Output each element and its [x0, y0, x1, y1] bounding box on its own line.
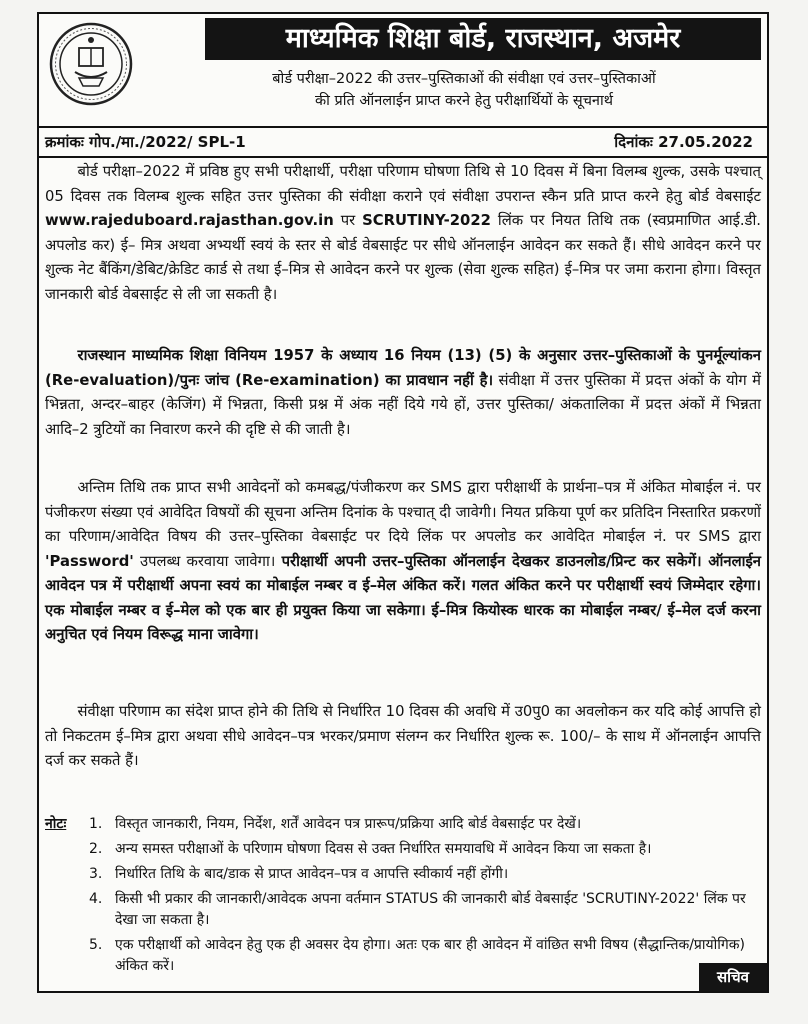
subtitle-line: की प्रति ऑनलाईन प्राप्त करने हेतु परीक्षार्थियों के सूचनार्थ [315, 93, 613, 109]
note-text: विस्तृत जानकारी, नियम, निर्देश, शर्तें आवेदन पत्र प्रारूप/प्रक्रिया आदि बोर्ड वेबसाईट पर देखें। [115, 816, 582, 832]
note-item [89, 839, 749, 860]
paragraph-objection [45, 700, 761, 774]
note-item [89, 889, 749, 931]
note-item [89, 814, 749, 835]
subtitle-line: बोर्ड परीक्षा–2022 की उत्तर–पुस्तिकाओं की संवीक्षा एवं उत्तर–पुस्तिकाओं [272, 71, 656, 87]
note-text: किसी भी प्रकार की जानकारी/आवेदक अपना वर्तमान STATUS की जानकारी बोर्ड वेबसाईट 'SCRUTINY-2022' लिंक पर देखा जा सकता है। [115, 891, 746, 928]
paragraph-text: उपलब्ध करवाया जावेगा। [133, 552, 282, 570]
paragraph-registration [45, 476, 761, 648]
paragraph-text: संवीक्षा परिणाम का संदेश प्राप्त होने की तिथि से निर्धारित 10 दिवस की अवधि में उ0पु0 का अवलोकन कर यदि कोई आपत्ति हो तो निकटतम ई–मित्र द्वारा अथवा सीधे आवेदन–पत्र भरकर/प्रमाण संलग्न कर निर्धारित शुल्क रू. 100/– के साथ में ऑनलाईन आपत्ति दर्ज कर सकते हैं। [45, 703, 761, 769]
paragraph-text: बोर्ड परीक्षा–2022 में प्रविष्ठ हुए सभी परीक्षार्थी, परीक्षा परिणाम घोषणा तिथि से 10 दिवस में बिना विलम्ब शुल्क, उसके पश्चात् 05 दिवस तक विलम्ब शुल्क सहित उत्तर पुस्तिका की संवीक्षा कराने एवं संवीक्षा उपरान्त स्कैन प्रति प्राप्त करने हेतु बोर्ड वेबसाईट [45, 163, 761, 205]
note-number: 5. [89, 937, 103, 953]
note-number: 1. [89, 816, 103, 832]
notes-list [89, 814, 749, 981]
note-text: एक परीक्षार्थी को आवेदन हेतु एक ही अवसर देय होगा। अतः एक बार ही आवेदन में वांछित सभी विषय (सैद्धान्तिक/प्रायोगिक) अंकित करें। [115, 937, 745, 974]
paragraph-text: अन्तिम तिथि तक प्राप्त सभी आवेदनों को कमबद्ध/पंजीकरण कर SMS द्वारा परीक्षार्थी के प्रार्थना–पत्र में अंकित मोबाईल नं. पर पंजीकरण संख्या एवं आवेदित विषयों की सूचना अन्तिम दिनांक के पश्चात् दी जावेगी। नियत प्रकिया पूर्ण कर प्रतिदिन निस्तारित प्रकरणों का परिणाम/आवेदित विषय की उत्तर–पुस्तिका वेबसाईट पर दिये लिंक पर अपलोड कर आवेदित मोबाईल नं. पर SMS द्वारा [45, 479, 761, 545]
notice-document [37, 12, 769, 993]
regulation-text: राजस्थान माध्यमिक शिक्षा विनियम 1957 के अध्याय 16 नियम (13) (5) के अनुसार उत्तर–पुस्तिकाओं के पुनर्मूल्यांकन (Re-evaluation)/पुनः जांच (Re-examination) का प्रावधान नहीं है। [45, 347, 761, 389]
password-term: 'Password' [45, 552, 134, 570]
note-number: 4. [89, 891, 103, 907]
note-item [89, 935, 749, 977]
paragraph-regulation [45, 344, 761, 442]
notice-date: दिनांकः 27.05.2022 [614, 133, 753, 151]
note-text: निर्धारित तिथि के बाद/डाक से प्राप्त आवेदन–पत्र व आपत्ति स्वीकार्य नहीं होंगी। [115, 866, 509, 882]
scrutiny-link-name: SCRUTINY-2022 [362, 212, 491, 229]
notice-header [39, 14, 767, 128]
note-number: 3. [89, 866, 103, 882]
paragraph-text: लिंक पर नियत तिथि तक (स्वप्रमाणित आई.डी. अपलोड कर) ई– मित्र अथवा अभ्यर्थी स्वयं के स्तर से बोर्ड वेबसाईट पर सीधे ऑनलाईन आवेदन कर सकते हैं। सीधे आवेदन करने पर शुल्क नेट बैंकिंग/डेबिट/क्रेडिट कार्ड से तथा ई–मित्र से आवेदन करने पर शुल्क (सेवा शुल्क सहित) ई–मित्र पर जमा कराना होगा। विस्तृत जानकारी बोर्ड वेबसाईट से ली जा सकती है। [45, 212, 762, 303]
reference-line [39, 128, 767, 158]
reference-number: क्रमांकः गोप./मा./2022/ SPL-1 [45, 133, 246, 151]
notes-heading: नोटः [45, 816, 67, 832]
note-item [89, 864, 749, 885]
mobile-email-instructions: परीक्षार्थी अपनी उत्तर–पुस्तिका ऑनलाईन देखकर डाउनलोड/प्रिन्ट कर सकेगें। ऑनलाईन आवेदन पत्र में परीक्षार्थी अपना स्वयं का मोबाईल नम्बर व ई–मेल अंकित करें। गलत अंकित करने पर परीक्षार्थी स्वयं जिम्मेदार रहेगा। एक मोबाईल नम्बर व ई–मेल को एक बार ही प्रयुक्त किया जा सकेगा। ई–मित्र कियोस्क धारक का मोबाईल नम्बर/ ई–मेल दर्ज करना अनुचित एवं नियम विरूद्ध माना जावेगा। [45, 552, 761, 643]
note-text: अन्य समस्त परीक्षाओं के परिणाम घोषणा दिवस से उक्त निर्धारित समयावधि में आवेदन किया जा सकता है। [115, 841, 652, 857]
board-website-url: www.rajeduboard.rajasthan.gov.in [45, 212, 334, 229]
board-title: माध्यमिक शिक्षा बोर्ड, राजस्थान, अजमेर [205, 18, 761, 60]
board-emblem-icon [49, 22, 133, 106]
secretary-signature-label: सचिव [699, 963, 767, 991]
paragraph-text: संवीक्षा में उत्तर पुस्तिका में प्रदत्त अंकों के योग में भिन्नता, अन्दर–बाहर (केजिंग) में भिन्नता, किसी प्रश्न में अंक नहीं दिये गये हों, उत्तर पुस्तिका/ अंकतालिका में प्रदत्त अंकों में भिन्नता आदि–2 त्रुटियों का निवारण करने की दृष्टि से की जाती है। [45, 371, 761, 438]
paragraph-application [45, 160, 761, 307]
notice-subtitle [161, 68, 767, 112]
note-number: 2. [89, 841, 103, 857]
paragraph-text: पर [333, 212, 363, 229]
